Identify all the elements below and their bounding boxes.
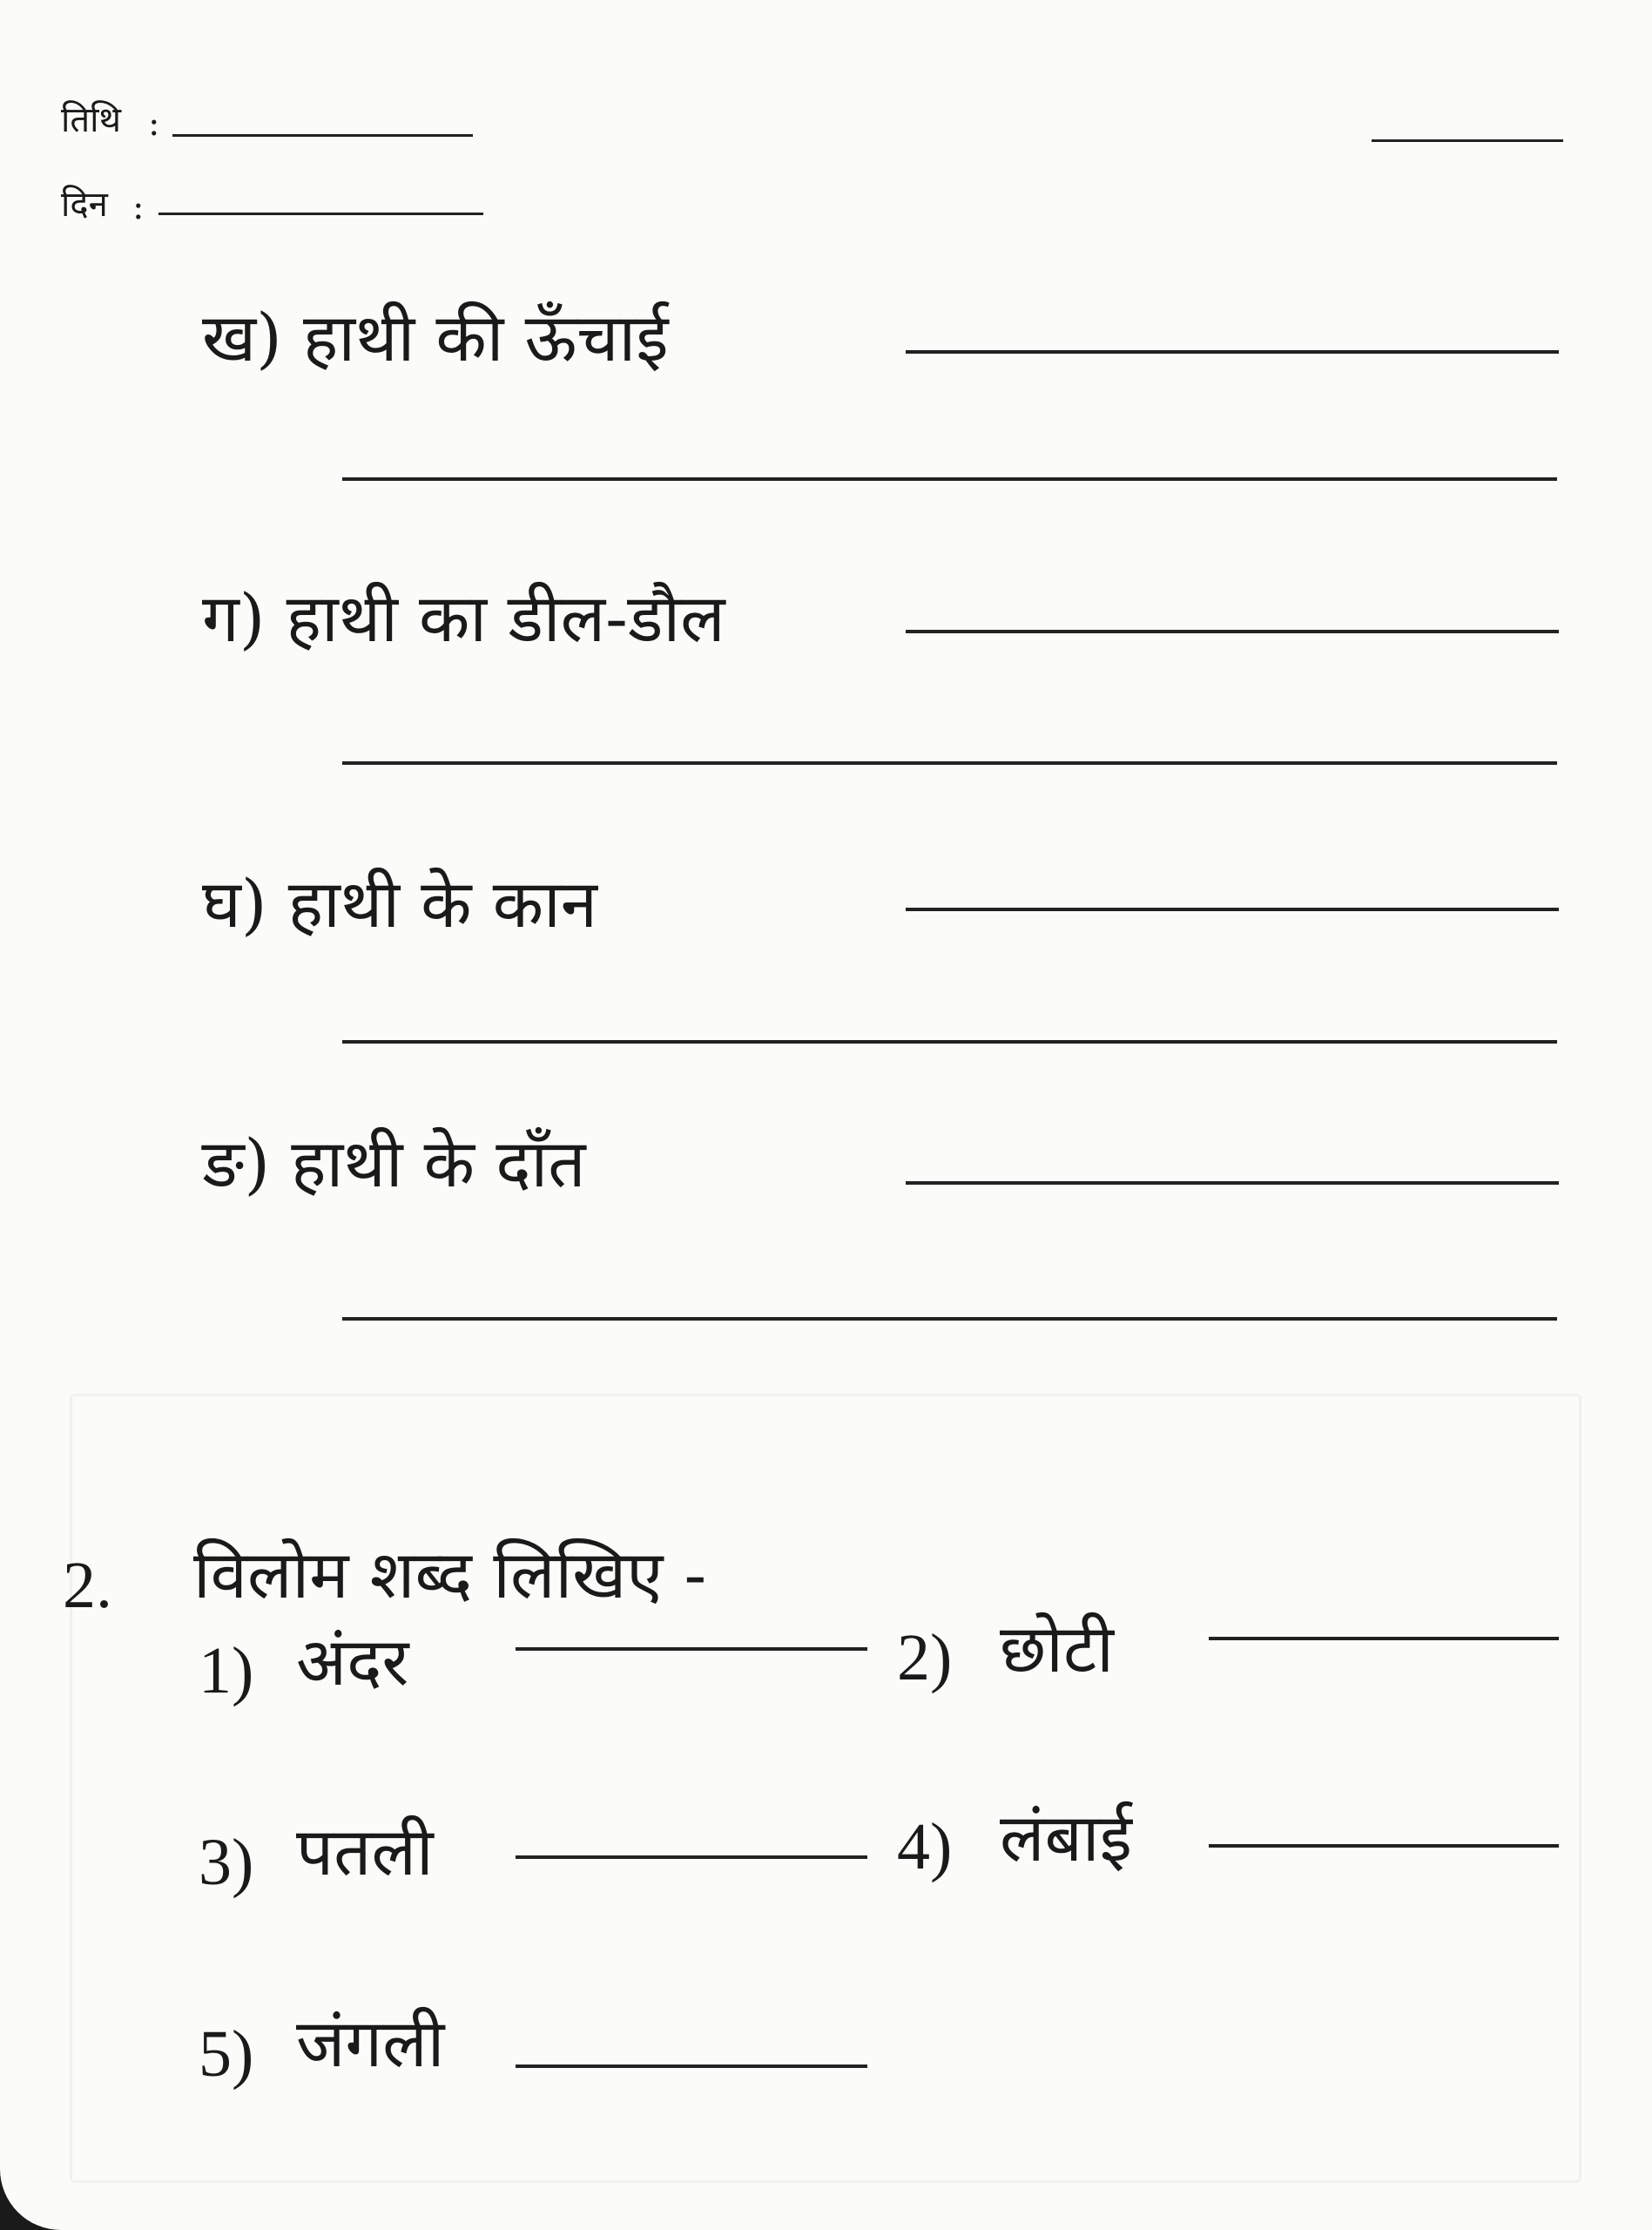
question-2-number: 2.: [63, 1549, 112, 1622]
date-label: तिथि: [61, 100, 122, 140]
antonym-4-blank[interactable]: [1209, 1844, 1559, 1848]
day-blank[interactable]: [158, 213, 483, 215]
antonym-3-word: पतली: [296, 1813, 434, 1890]
antonym-5-word: जंगली: [296, 2004, 445, 2082]
item-gha-label: घ) हाथी के कान: [202, 865, 597, 943]
antonym-3-blank[interactable]: [516, 1855, 867, 1859]
antonym-3-number: 3): [199, 1826, 254, 1899]
date-blank[interactable]: [172, 134, 473, 137]
item-gha-blank-2[interactable]: [342, 1040, 1557, 1044]
antonym-2-word: छोटी: [1000, 1610, 1114, 1687]
antonym-4-word: लंबाई: [1000, 1799, 1132, 1876]
top-right-blank[interactable]: [1372, 139, 1563, 142]
antonym-2-number: 2): [897, 1621, 953, 1694]
antonym-2-blank[interactable]: [1209, 1637, 1559, 1640]
antonym-1-word: अंदर: [296, 1623, 409, 1700]
item-ga-blank-2[interactable]: [342, 761, 1557, 765]
item-kha-blank-1[interactable]: [906, 350, 1559, 354]
item-gha-blank-1[interactable]: [906, 908, 1559, 911]
question-2-title: विलोम शब्द लिखिए -: [193, 1536, 707, 1613]
item-kha-blank-2[interactable]: [342, 477, 1557, 481]
antonym-1-number: 1): [199, 1634, 254, 1707]
item-kha-label: ख) हाथी की ऊँचाई: [202, 299, 669, 376]
item-nga-blank-2[interactable]: [342, 1317, 1557, 1321]
item-nga-blank-1[interactable]: [906, 1181, 1559, 1185]
date-colon: :: [148, 104, 160, 144]
antonym-1-blank[interactable]: [516, 1647, 867, 1651]
item-ga-label: ग) हाथी का डील-डौल: [202, 579, 725, 657]
antonym-5-number: 5): [199, 2017, 254, 2091]
antonym-4-number: 4): [897, 1810, 953, 1883]
antonym-5-blank[interactable]: [516, 2064, 867, 2068]
item-ga-blank-1[interactable]: [906, 630, 1559, 633]
item-nga-label: ङ) हाथी के दाँत: [202, 1125, 586, 1202]
day-colon: :: [132, 187, 145, 227]
day-label: दिन: [61, 185, 108, 225]
